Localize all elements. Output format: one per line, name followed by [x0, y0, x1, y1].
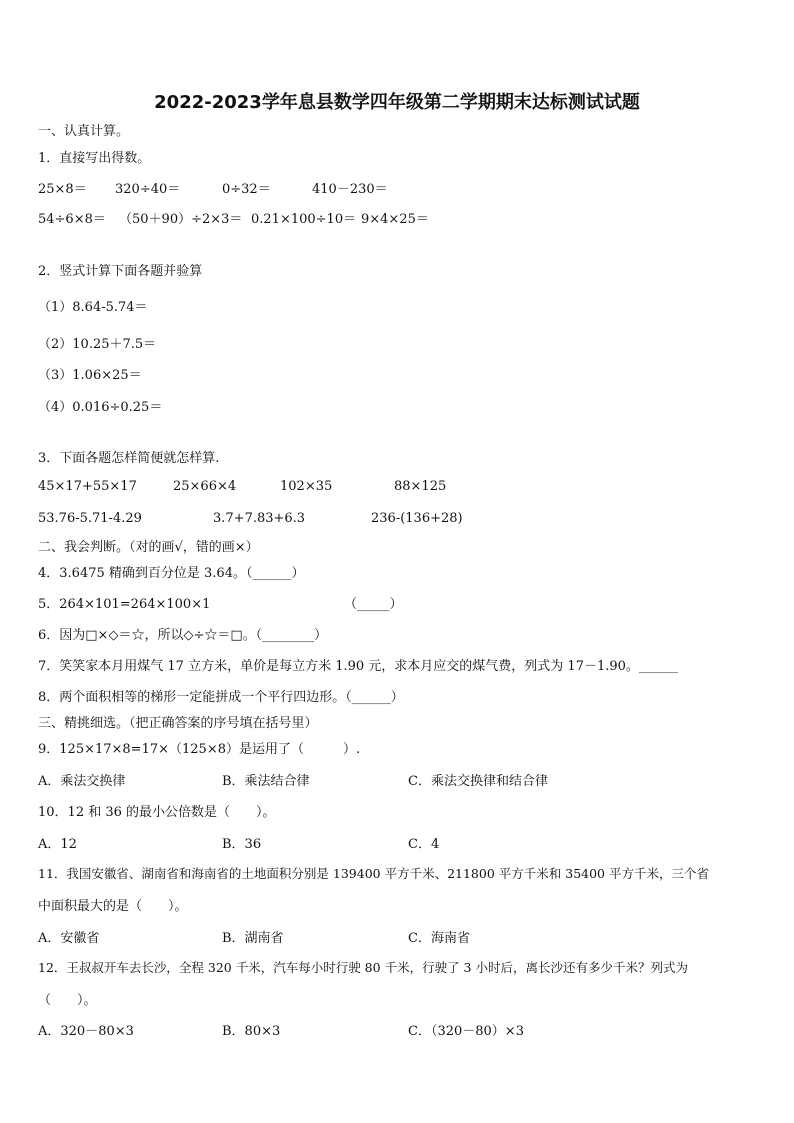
q6: 6．因为□×◇＝☆，所以◇÷☆＝□。（________）	[38, 628, 328, 643]
q11-option-a: A．安徽省	[38, 931, 100, 946]
q9-option-b: B．乘法结合律	[222, 774, 310, 789]
q10-option-a: A．12	[38, 837, 77, 852]
q1-item: 0.21×100÷10＝	[251, 212, 357, 227]
q12-stem-line1: 12．王叔叔开车去长沙，全程 320 千米，汽车每小时行驶 80 千米，行驶了 3 小时后，离长沙还有多少千米？列式为	[38, 960, 688, 975]
q3-item: 3.7+7.83+6.3	[213, 511, 306, 526]
q2-item: （3）1.06×25＝	[38, 368, 142, 383]
q5-answer-blank: （_____）	[344, 597, 403, 612]
q3-item: 236-(136+28)	[371, 511, 463, 526]
q12-option-b: B．80×3	[222, 1024, 281, 1039]
q2-prompt: 2．竖式计算下面各题并验算	[38, 264, 203, 279]
q12-stem-line2: （ ）。	[38, 993, 97, 1008]
q1-item: 410－230＝	[312, 182, 388, 197]
q1-item: 54÷6×8＝	[38, 212, 106, 227]
q2-item: （1）8.64-5.74＝	[38, 300, 148, 315]
q1-item: 9×4×25＝	[361, 212, 429, 227]
q2-item: （4）0.016÷0.25＝	[38, 400, 163, 415]
q4: 4．3.6475 精确到百分位是 3.64。（______）	[38, 566, 305, 581]
q11-option-b: B．湖南省	[222, 931, 284, 946]
q3-item: 88×125	[394, 479, 447, 494]
q1-prompt: 1．直接写出得数。	[38, 151, 151, 166]
q12-option-c: C．（320－80）×3	[408, 1024, 524, 1039]
q1-item: 320÷40＝	[115, 182, 181, 197]
q3-item: 102×35	[280, 479, 333, 494]
q1-item: 0÷32＝	[222, 182, 271, 197]
q11-option-c: C．海南省	[408, 931, 470, 946]
q10-option-b: B．36	[222, 837, 262, 852]
q8: 8．两个面积相等的梯形一定能拼成一个平行四边形。（______）	[38, 690, 404, 705]
section-3-heading: 三、精挑细选。（把正确答案的序号填在括号里）	[38, 716, 318, 731]
q3-item: 45×17+55×17	[38, 479, 137, 494]
page-title: 2022-2023学年息县数学四年级第二学期期末达标测试试题	[154, 92, 640, 113]
q10-option-c: C．4	[408, 837, 440, 852]
q11-stem-line1: 11．我国安徽省、湖南省和海南省的土地面积分别是 139400 平方千米、211800 平方千米和 35400 平方千米，三个省	[38, 866, 709, 881]
section-1-heading: 一、认真计算。	[38, 124, 130, 139]
q3-prompt: 3．下面各题怎样简便就怎样算.	[38, 451, 220, 466]
q1-item: 25×8＝	[38, 182, 87, 197]
q3-item: 25×66×4	[173, 479, 237, 494]
q3-item: 53.76-5.71-4.29	[38, 511, 142, 526]
q10-stem: 10．12 和 36 的最小公倍数是（ ）。	[38, 805, 276, 820]
q7: 7．笑笑家本月用煤气 17 立方米，单价是每立方米 1.90 元，求本月应交的煤气费，列式为 17－1.90。______	[38, 659, 678, 674]
section-2-heading: 二、我会判断。（对的画√，错的画×）	[38, 540, 259, 555]
q9-option-c: C．乘法交换律和结合律	[408, 774, 548, 789]
q9-stem: 9．125×17×8=17×（125×8）是运用了（ ）.	[38, 742, 361, 757]
q5-statement: 5．264×101=264×100×1	[38, 597, 211, 612]
q12-option-a: A．320－80×3	[38, 1024, 134, 1039]
q9-option-a: A．乘法交换律	[38, 774, 126, 789]
q1-item: （50＋90）÷2×3＝	[119, 212, 243, 227]
q11-stem-line2: 中面积最大的是（ ）。	[38, 899, 188, 914]
q2-item: （2）10.25＋7.5＝	[38, 337, 157, 352]
